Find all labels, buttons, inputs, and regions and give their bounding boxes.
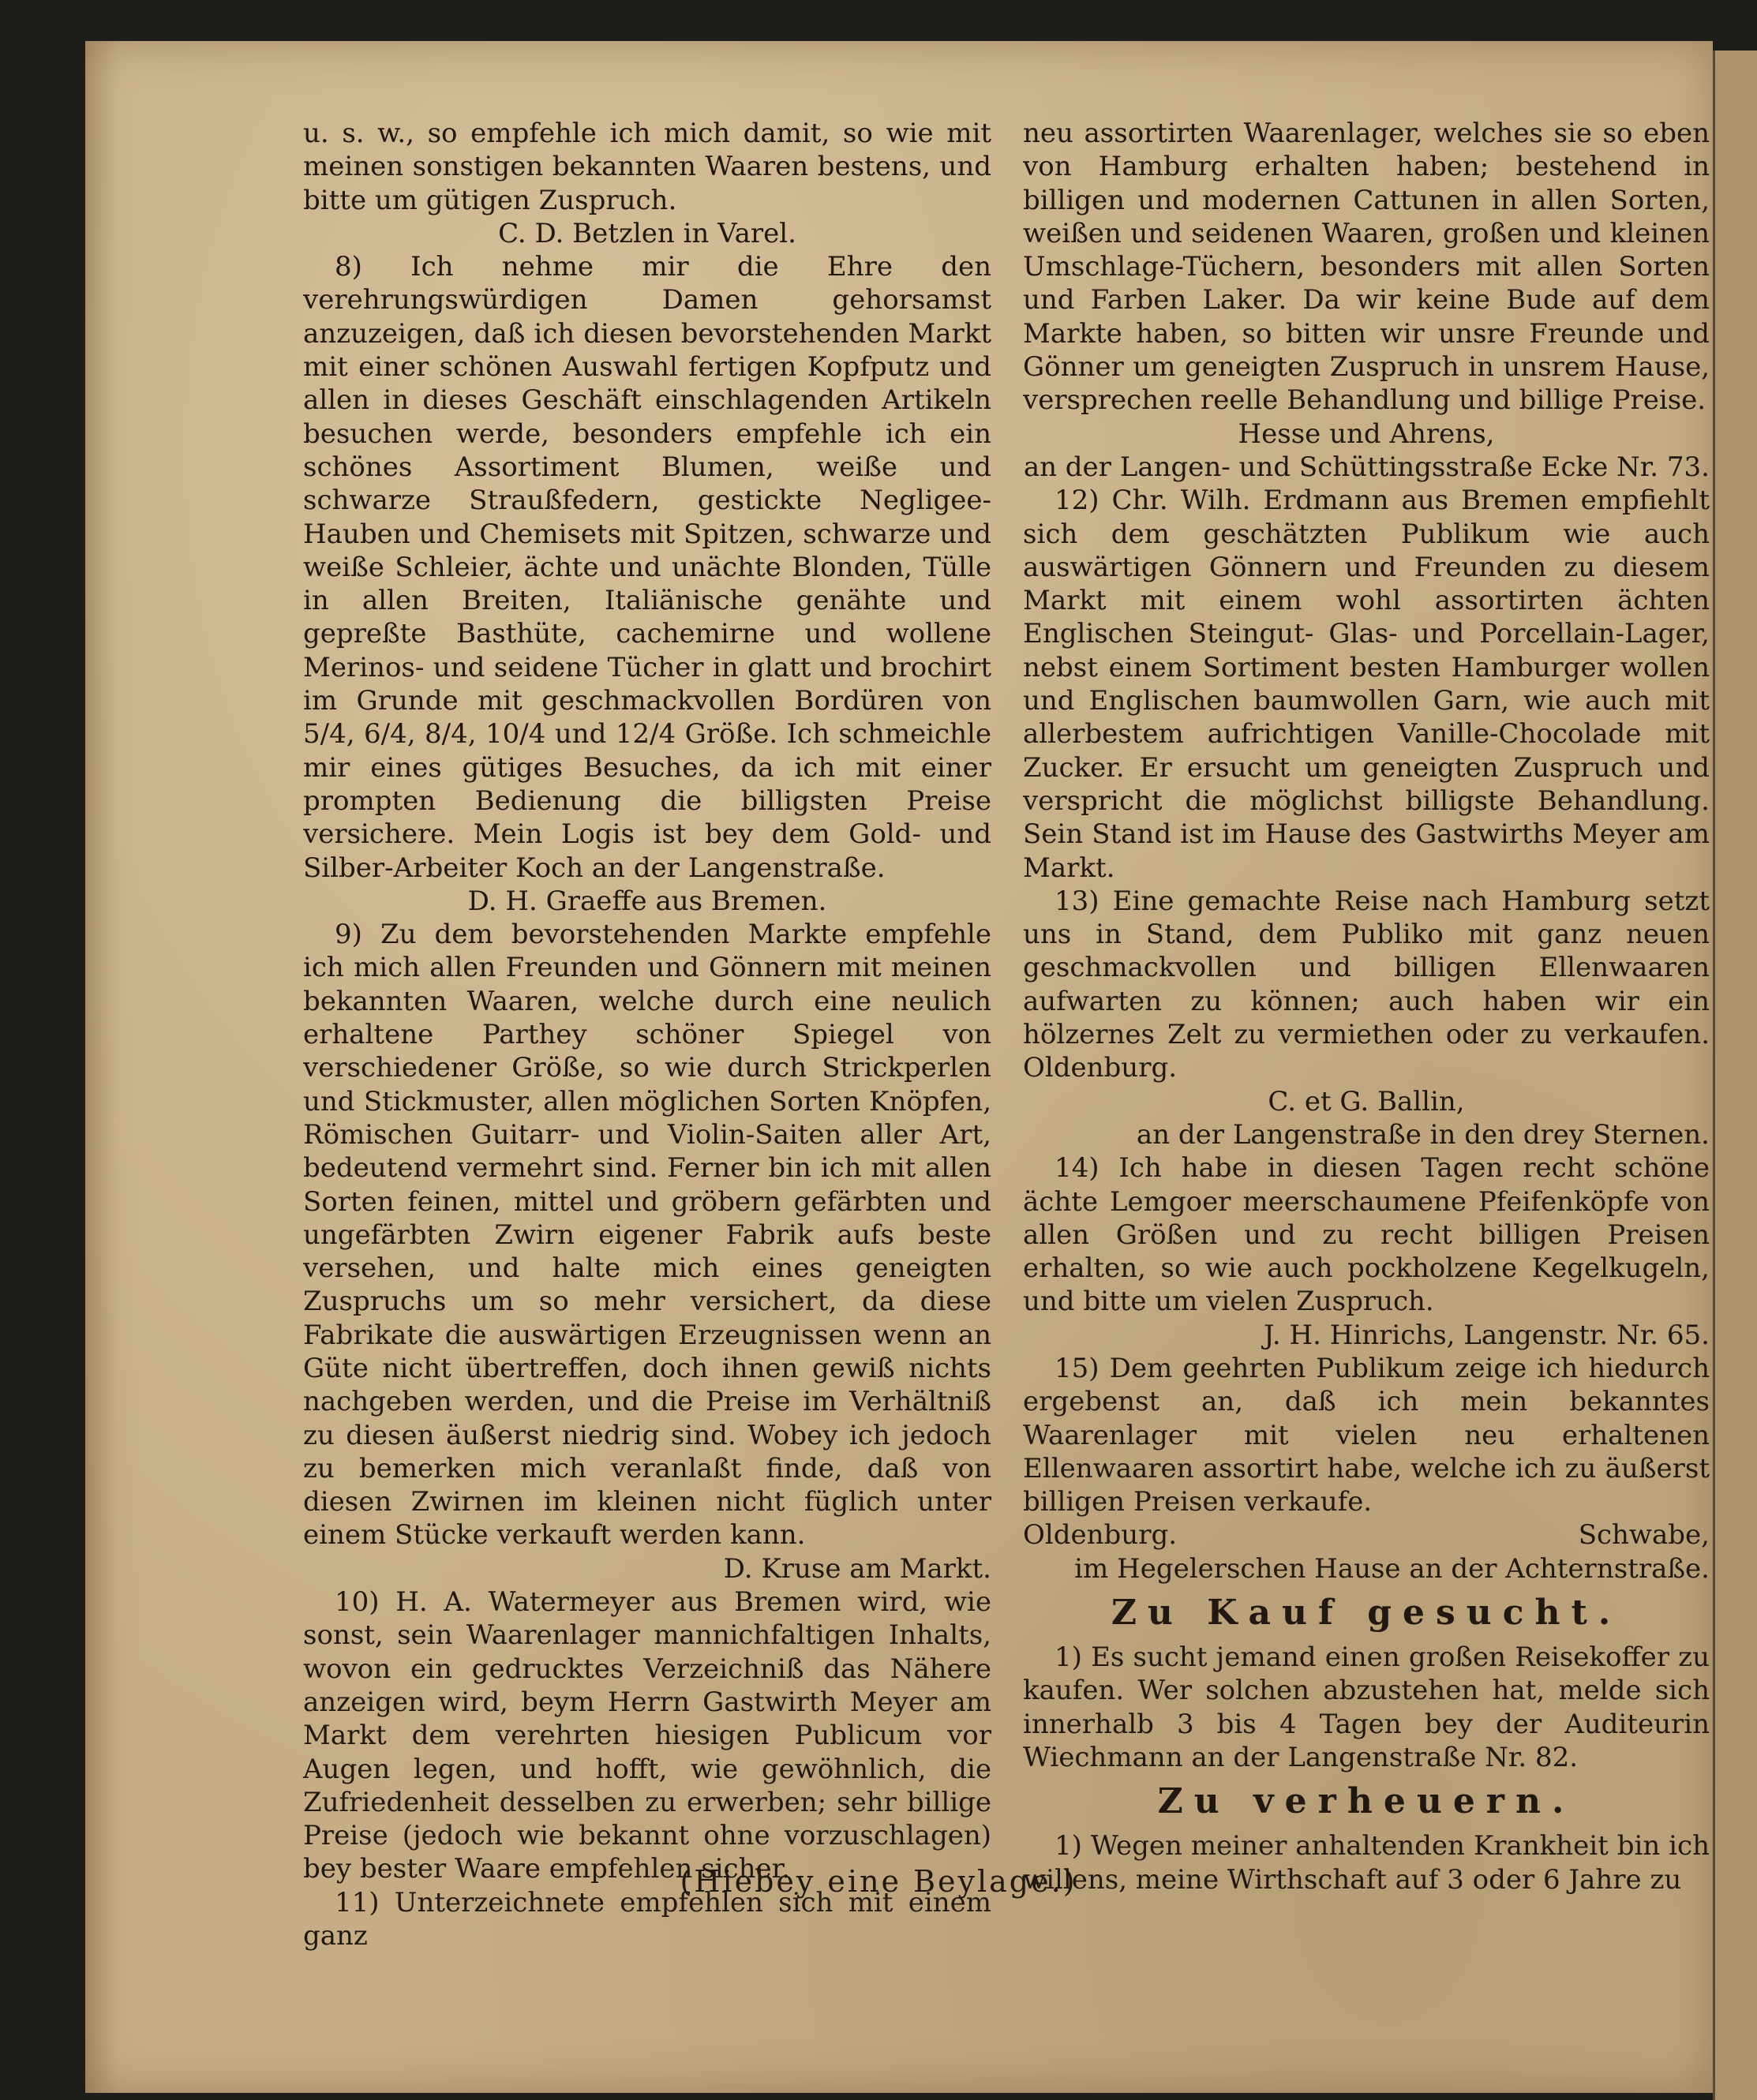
paragraph-15: 15) Dem geehrten Publikum zeige ich hiedurch ergebenst an, daß ich mein bekanntes Waarenlager mit vielen neu erhaltenen Ellenwaaren assortirt habe, welche ich zu äußerst billigen Preisen verkaufe. [1023, 1352, 1710, 1518]
paragraph-9: 9) Zu dem bevorstehenden Markte empfehle ich mich allen Freunden und Gönnern mit meinen bekannten Waaren, welche durch eine neulich erhaltene Parthey schöner Spiegel von verschiedener Größe, so wie durch Strickperlen und Stickmuster, allen möglichen Sorten Knöpfen, Römischen Guitarr- und Violin-Saiten aller Art, bedeutend vermehrt sind. Ferner bin ich mit allen Sorten feinen, mittel und gröbern gefärbten und ungefärbten Zwirn eigener Fabrik aufs beste versehen, und halte mich eines geneigten Zuspruchs um so mehr versichert, da diese Fabrikate die auswärtigen Erzeugnissen wenn an Güte nicht übertreffen, doch ihnen gewiß nichts nachgeben werden, und die Preise im Verhältniß zu diesen äußerst niedrig sind. Wobey ich jedoch zu bemerken mich veranlaßt finde, daß von diesen Zwirnen im kleinen nicht füglich unter einem Stücke verkauft werden kann. [303, 919, 991, 1552]
signature-hinrichs: J. H. Hinrichs, Langenstr. Nr. 65. [1263, 1319, 1710, 1351]
heading-zu-verheuern: Zu verheuern. [1157, 1781, 1575, 1822]
signature-graeffe: D. H. Graeffe aus Bremen. [467, 885, 827, 917]
paragraph-kauf-1: 1) Es sucht jemand einen großen Reisekoffer zu kaufen. Wer solchen abzustehen hat, melde sich innerhalb 3 bis 4 Tagen bey der Auditeurin Wiechmann an der Langenstraße Nr. 82. [1023, 1641, 1710, 1773]
heading-zu-kauf-gesucht: Zu Kauf gesucht. [1111, 1593, 1622, 1634]
right-column [1023, 117, 1710, 1896]
left-column [303, 117, 991, 1952]
paragraph-13: 13) Eine gemachte Reise nach Hamburg setzt uns in Stand, dem Publiko mit ganz neuen geschmackvollen und billigen Ellenwaaren aufwarten zu können; auch haben wir ein hölzernes Zelt zu vermiethen oder zu verkaufen. Oldenburg. [1023, 885, 1710, 1084]
paragraph-verheuern-1: 1) Wegen meiner anhaltenden Krankheit bin ich willens, meine Wirthschaft auf 3 oder 6 Jahre zu [1023, 1830, 1710, 1896]
signature-kruse: D. Kruse am Markt. [723, 1552, 991, 1585]
adjacent-page-edge [1713, 51, 1757, 2100]
signature-schwabe-name: Schwabe, [1578, 1519, 1710, 1552]
paragraph-12: 12) Chr. Wilh. Erdmann aus Bremen empfiehlt sich dem geschätzten Publikum wie auch auswärtigen Gönnern und Freunden zu diesem Markt mit einem wohl assortirten ächten Englischen Steingut- Glas- und Porcellain-Lager, nebst einem Sortiment besten Hamburger wollen und Englischen baumwollen Garn, wie auch mit allerbestem aufrichtigen Vanille-Chocolade mit Zucker. Er ersucht um geneigten Zuspruch und verspricht die möglichst billigste Behandlung. Sein Stand ist im Hause des Gastwirths Meyer am Markt. [1023, 485, 1710, 884]
paragraph-11-cont: neu assortirten Waarenlager, welches sie so eben von Hamburg erhalten haben; bestehend in billigen und modernen Cattunen in allen Sorten, weißen und seidenen Waaren, großen und kleinen Umschlage-Tüchern, besonders mit allen Sorten und Farben Laker. Da wir keine Bude auf dem Markte haben, so bitten wir unsre Freunde und Gönner um geneigten Zuspruch in unsrem Hause, versprechen reelle Behandlung und billige Preise. [1023, 118, 1710, 417]
signature-schwabe-place: Oldenburg. [1023, 1519, 1178, 1552]
footer-note: (Hiebey eine Beylage.) [680, 1864, 1077, 1899]
signature-ballin-address: an der Langenstraße in den drey Sternen. [1136, 1118, 1710, 1151]
paragraph-14: 14) Ich habe in diesen Tagen recht schöne ächte Lemgoer meerschaumene Pfeifenköpfe von allen Größen und zu recht billigen Preisen erhalten, so wie auch pockholzene Kegelkugeln, und bitte um vielen Zuspruch. [1023, 1152, 1710, 1318]
signature-hesse-address: an der Langen- und Schüttingsstraße Ecke Nr. 73. [1023, 451, 1710, 483]
paragraph-10: 10) H. A. Watermeyer aus Bremen wird, wie sonst, sein Waarenlager mannichfaltigen Inhalts, wovon ein gedrucktes Verzeichniß das Nähere anzeigen wird, beym Herrn Gastwirth Meyer am Markt dem verehrten hiesigen Publicum vor Augen legen, und hofft, wie gewöhnlich, die Zufriedenheit desselben zu erwerben; sehr billige Preise (jedoch wie bekannt ohne vorzuschlagen) bey bester Waare empfehlen sicher. [303, 1586, 991, 1885]
signature-schwabe-address: im Hegelerschen Hause an der Achternstraße. [1074, 1552, 1710, 1585]
signature-betzlen: C. D. Betzlen in Varel. [498, 217, 796, 249]
signature-ballin: C. et G. Ballin, [1268, 1085, 1465, 1117]
paragraph-7-end: u. s. w., so empfehle ich mich damit, so wie mit meinen sonstigen bekannten Waaren bestens, und bitte um gütigen Zuspruch. [303, 118, 991, 216]
paragraph-11-start: 11) Unterzeichnete empfehlen sich mit einem ganz [303, 1886, 991, 1952]
signature-hesse-ahrens: Hesse und Ahrens, [1238, 417, 1495, 450]
signature-schwabe-line [1023, 1518, 1710, 1552]
paragraph-8: 8) Ich nehme mir die Ehre den verehrungswürdigen Damen gehorsamst anzuzeigen, daß ich diesen bevorstehenden Markt mit einer schönen Auswahl fertigen Kopfputz und allen in dieses Geschäft einschlagenden Artikeln besuchen werde, besonders empfehle ich ein schönes Assortiment Blumen, weiße und schwarze Straußfedern, gestickte Negligee-Hauben und Chemisets mit Spitzen, schwarze und weiße Schleier, ächte und unächte Blonden, Tülle in allen Breiten, Italiänische genähte und gepreßte Basthüte, cachemirne und wollene Merinos- und seidene Tücher in glatt und brochirt im Grunde mit geschmackvollen Bordüren von 5/4, 6/4, 8/4, 10/4 und 12/4 Größe. Ich schmeichle mir eines gütiges Besuches, da ich mit einer prompten Bedienung die billigsten Preise versichere. Mein Logis ist bey dem Gold- und Silber-Arbeiter Koch an der Langenstraße. [303, 251, 991, 884]
